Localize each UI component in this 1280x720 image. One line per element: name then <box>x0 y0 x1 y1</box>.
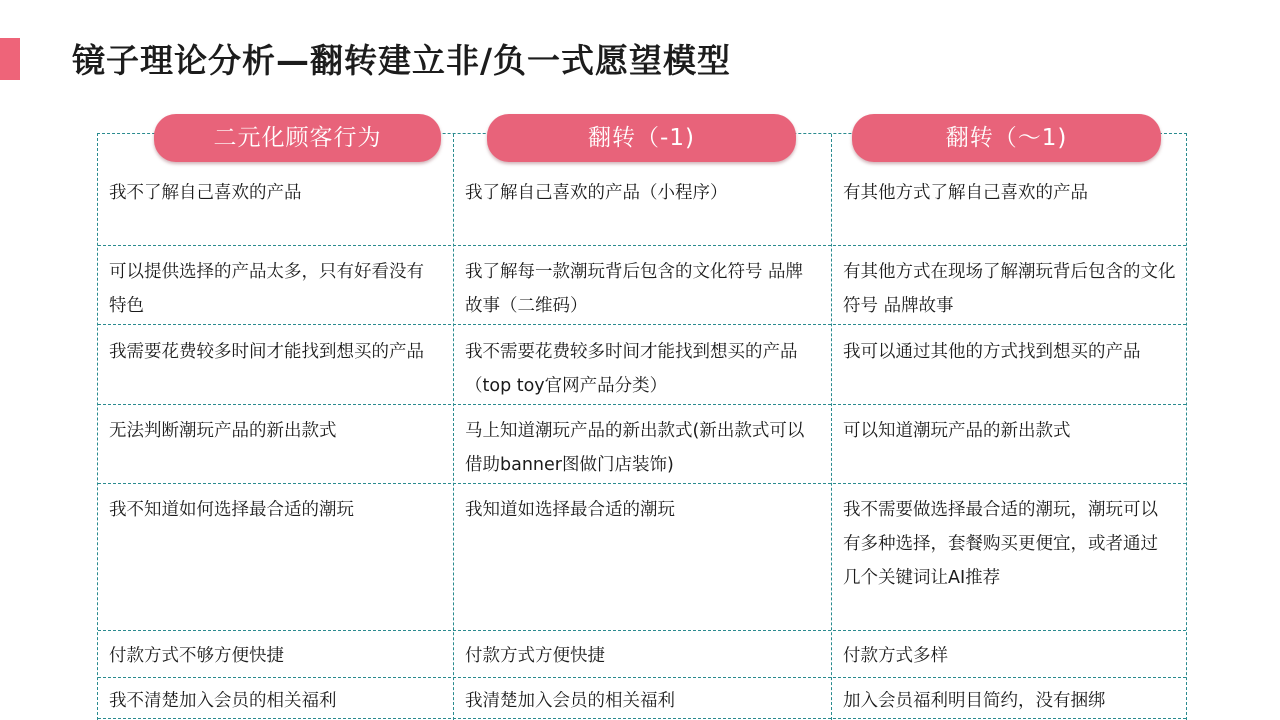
table-cell: 付款方式多样 <box>843 646 948 666</box>
row-divider <box>98 404 1186 405</box>
table-cell: 加入会员福利明目简约，没有捆绑 <box>843 691 1106 711</box>
table-cell: 无法判断潮玩产品的新出款式 <box>109 421 337 441</box>
table-cell: 付款方式不够方便快捷 <box>109 646 284 666</box>
column-header-flip-tilde-one: 翻转（～1) <box>852 114 1161 162</box>
row-divider <box>98 677 1186 678</box>
row-divider <box>98 718 1186 719</box>
row-divider <box>98 324 1186 325</box>
table-cell: 我不清楚加入会员的相关福利 <box>109 691 337 711</box>
table-cell: 我可以通过其他的方式找到想买的产品 <box>843 342 1141 362</box>
table-cell: 我不了解自己喜欢的产品 <box>109 183 302 203</box>
table-cell: 我不知道如何选择最合适的潮玩 <box>109 500 354 520</box>
table-cell: 有其他方式在现场了解潮玩背后包含的文化符号 品牌故事 <box>843 262 1176 316</box>
table-cell: 我了解每一款潮玩背后包含的文化符号 品牌故事（二维码） <box>465 262 804 316</box>
table-cell: 可以知道潮玩产品的新出款式 <box>843 421 1071 441</box>
table-cell: 可以提供选择的产品太多，只有好看没有特色 <box>109 262 424 316</box>
column-header-flip-minus-one: 翻转（-1) <box>487 114 796 162</box>
table-cell: 我不需要花费较多时间才能找到想买的产品（top toy官网产品分类） <box>465 342 798 396</box>
table-cell: 付款方式方便快捷 <box>465 646 605 666</box>
table-cell: 我需要花费较多时间才能找到想买的产品 <box>109 342 424 362</box>
column-header-binary-behavior: 二元化顾客行为 <box>154 114 441 162</box>
title-accent-bar <box>0 38 20 80</box>
table-cell: 我知道如选择最合适的潮玩 <box>465 500 675 520</box>
table-cell: 我了解自己喜欢的产品（小程序） <box>465 183 728 203</box>
table-cell: 我不需要做选择最合适的潮玩，潮玩可以有多种选择，套餐购买更便宜，或者通过几个关键词让AI推荐 <box>843 500 1158 588</box>
table-cell: 马上知道潮玩产品的新出款式(新出款式可以借助banner图做门店装饰) <box>465 421 805 475</box>
table-cell: 我清楚加入会员的相关福利 <box>465 691 675 711</box>
row-divider <box>98 245 1186 246</box>
row-divider <box>98 630 1186 631</box>
page-title: 镜子理论分析—翻转建立非/负一式愿望模型 <box>72 41 732 80</box>
table-cell: 有其他方式了解自己喜欢的产品 <box>843 183 1088 203</box>
row-divider <box>98 483 1186 484</box>
